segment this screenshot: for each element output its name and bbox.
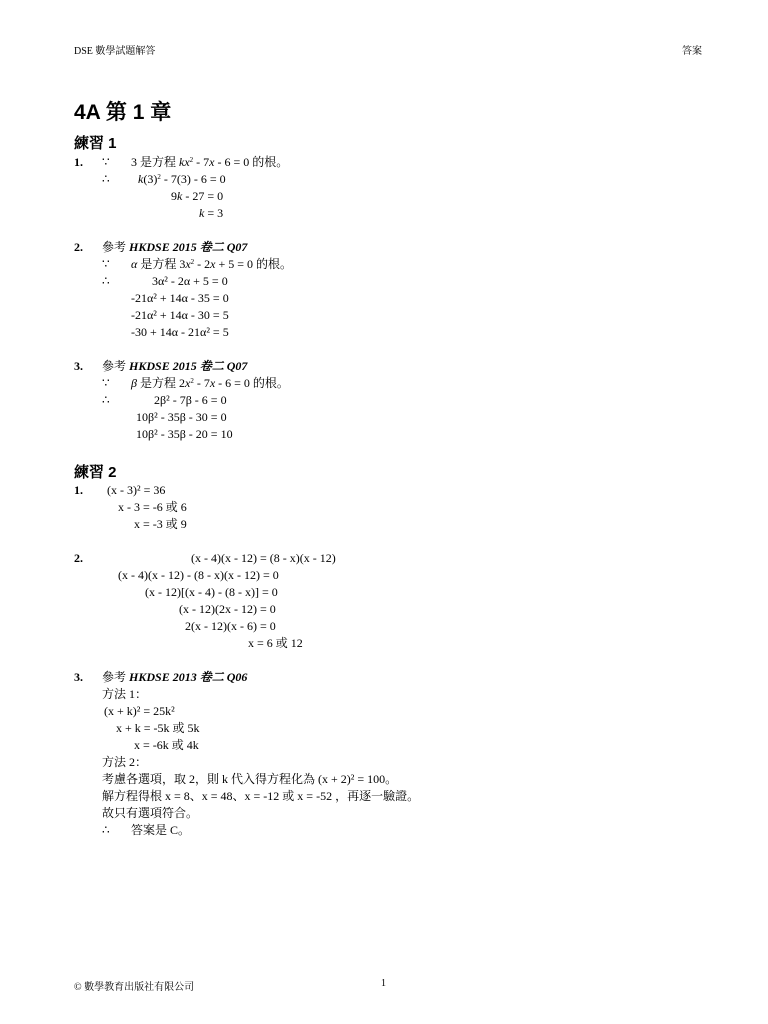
- because-symbol: ∵: [102, 155, 110, 169]
- solution-line: -21α² + 14α - 30 = 5: [131, 308, 229, 322]
- solution-line: (x - 4)(x - 12) - (8 - x)(x - 12) = 0: [118, 568, 279, 582]
- header-left: DSE 數學試題解答: [74, 46, 156, 57]
- solution-line: (x - 4)(x - 12) = (8 - x)(x - 12): [191, 551, 336, 565]
- solution-line: x - 3 = -6 或 6: [118, 500, 187, 514]
- question-number: 1.: [74, 483, 83, 497]
- footer-copyright: © 數學教育出版社有限公司: [74, 982, 195, 993]
- solution-line: 10β² - 35β - 20 = 10: [136, 427, 233, 441]
- therefore-symbol: ∴: [102, 172, 110, 186]
- therefore-symbol: ∴: [102, 823, 110, 837]
- section-heading-ex1: 練習 1: [74, 135, 117, 152]
- section-heading-ex2: 練習 2: [74, 464, 117, 481]
- solution-line: 10β² - 35β - 30 = 0: [136, 410, 227, 424]
- solution-line: 解方程得根 x = 8、x = 48、x = -12 或 x = -52 ，再逐一驗證。: [102, 789, 420, 803]
- solution-line: (x + k)² = 25k²: [104, 704, 175, 718]
- solution-line: x + k = -5k 或 5k: [116, 721, 200, 735]
- therefore-symbol: ∴: [102, 393, 110, 407]
- method-label: 方法 1：: [102, 687, 148, 701]
- because-symbol: ∵: [102, 376, 110, 390]
- because-symbol: ∵: [102, 257, 110, 271]
- solution-line: x = -3 或 9: [134, 517, 187, 531]
- question-number: 3.: [74, 359, 83, 373]
- solution-line: $k(3)^2 - 7(3) - 6 = 0$: [138, 172, 226, 186]
- solution-line: β 是方程 $2x^2 - 7x - 6 = 0$ 的根。: [131, 376, 289, 390]
- solution-line: -21α² + 14α - 35 = 0: [131, 291, 229, 305]
- source-reference: 參考 HKDSE 2015 卷二 Q07: [102, 240, 248, 254]
- solution-line: 3α² - 2α + 5 = 0: [152, 274, 228, 288]
- source-reference: 參考 HKDSE 2013 卷二 Q06: [102, 670, 248, 684]
- solution-line: 2β² - 7β - 6 = 0: [154, 393, 227, 407]
- solution-line: x = 6 或 12: [248, 636, 303, 650]
- page-number: 1: [381, 978, 386, 989]
- solution-line: 9k - 27 = 0: [171, 189, 224, 203]
- solution-line: x = -6k 或 4k: [134, 738, 199, 752]
- question-number: 2.: [74, 240, 83, 254]
- solution-line: α 是方程 $3x^2 - 2x + 5 = 0$ 的根。: [131, 257, 293, 271]
- question-number: 2.: [74, 551, 83, 565]
- solution-line: (x - 12)(2x - 12) = 0: [179, 602, 276, 616]
- solution-line: 考慮各選項，取 2，則 k 代入得方程化為 (x + 2)² = 100。: [102, 772, 398, 786]
- answer-line: 答案是 C。: [131, 823, 191, 837]
- solution-line: -30 + 14α - 21α² = 5: [131, 325, 229, 339]
- solution-line: (x - 3)² = 36: [107, 483, 166, 497]
- solution-line: k = 3: [199, 206, 224, 220]
- question-number: 3.: [74, 670, 83, 684]
- solution-line: (x - 12)[(x - 4) - (8 - x)] = 0: [145, 585, 278, 599]
- page-title: 4A 第 1 章: [74, 101, 172, 124]
- solution-line: 2(x - 12)(x - 6) = 0: [185, 619, 276, 633]
- source-reference: 參考 HKDSE 2015 卷二 Q07: [102, 359, 248, 373]
- question-number: 1.: [74, 155, 83, 169]
- therefore-symbol: ∴: [102, 274, 110, 288]
- method-label: 方法 2：: [102, 755, 148, 769]
- solution-line: 3 是方程 $kx^2 - 7x - 6 = 0$ 的根。: [131, 155, 289, 169]
- header-right: 答案: [682, 46, 702, 57]
- solution-line: 故只有選項符合。: [102, 806, 199, 820]
